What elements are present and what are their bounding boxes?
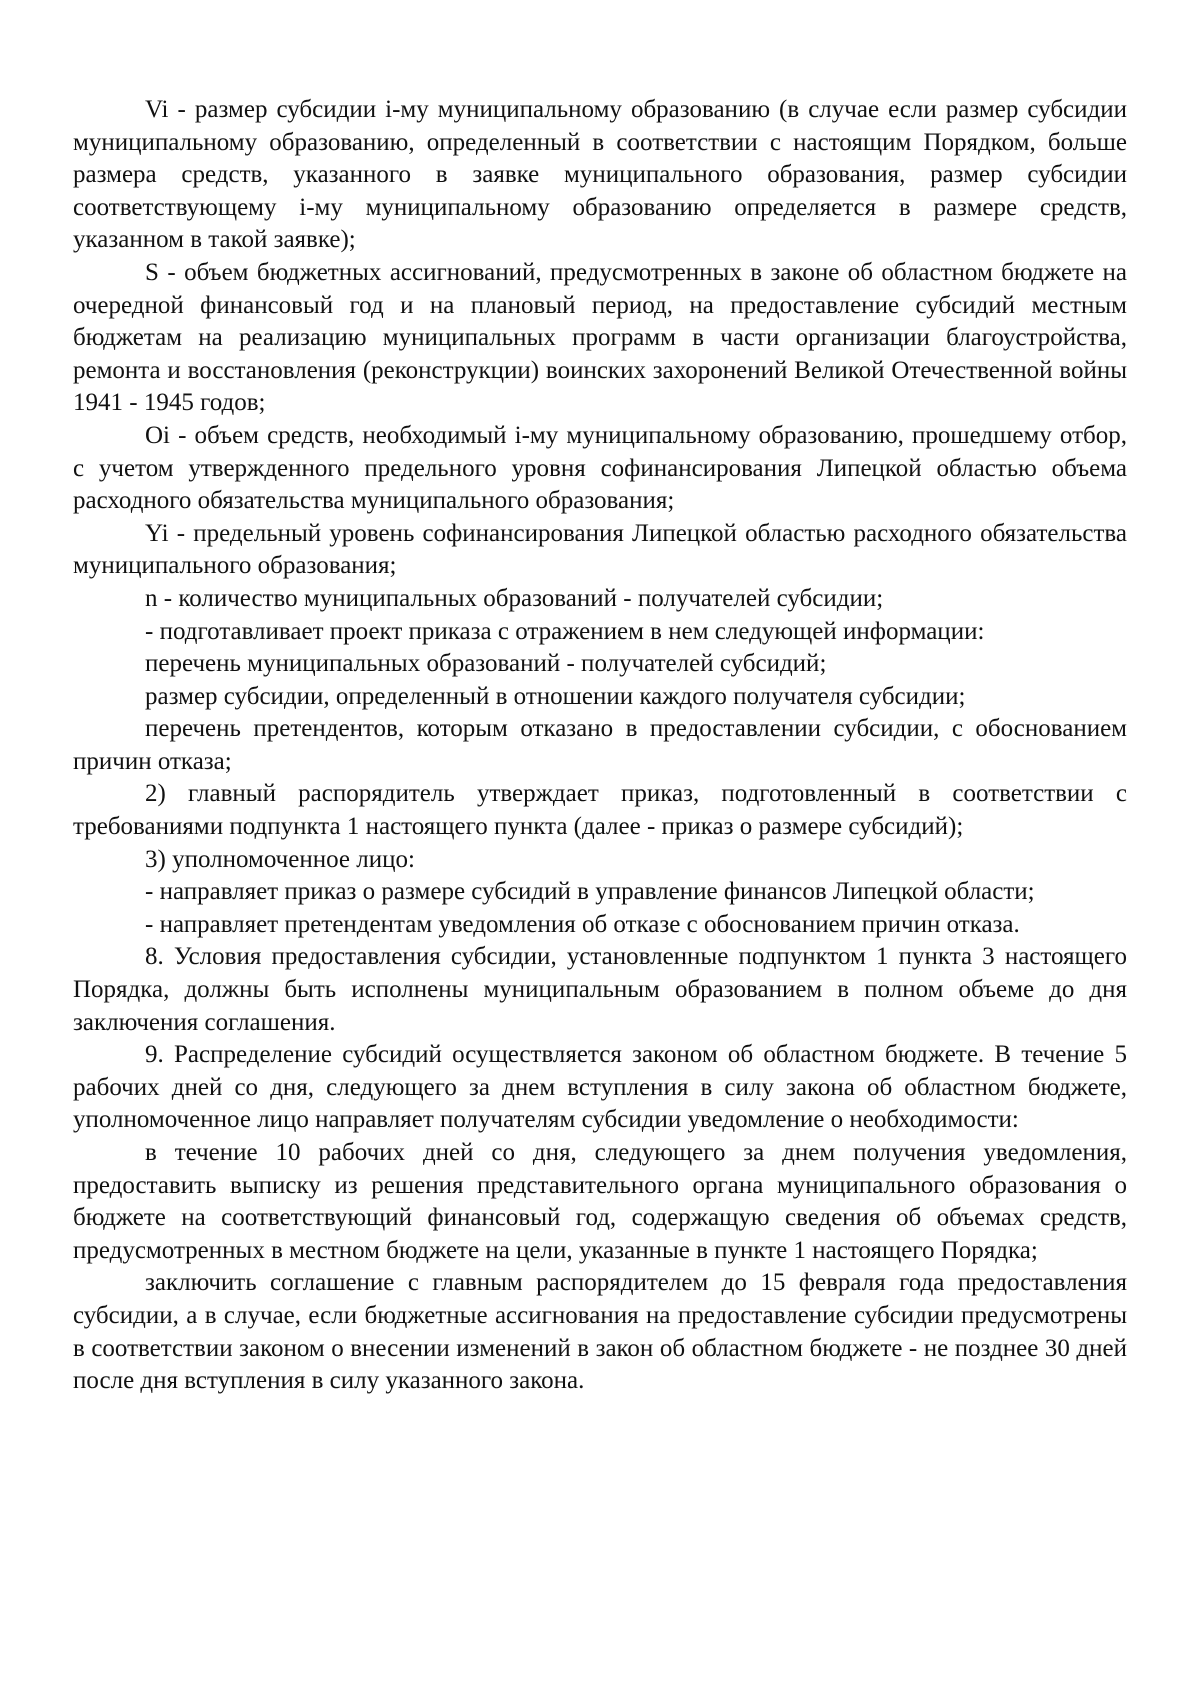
- paragraph-recipients-list: перечень муниципальных образований - получателей субсидий;: [145, 650, 827, 678]
- paragraph-send-refusals: - направляет претендентам уведомления об отказе с обоснованием причин отказа.: [145, 910, 1020, 938]
- paragraph-item-3: 3) уполномоченное лицо:: [145, 845, 415, 873]
- paragraph-section-8: 8. Условия предоставления субсидии, установленные подпунктом 1 пункта 3 настоящего Порядка, должны быть исполнены муниципальным образованием в полном объеме до дня заключения соглашения.: [73, 943, 1127, 1036]
- paragraph-provide-extract: в течение 10 рабочих дней со дня, следующего за днем получения уведомления, предоставить выписку из решения представительного органа муниципального образования о бюджете на соответствующий финансовый год, содержащую сведения об объемах средств, предусмотренных в местном бюджете на цели, указанные в пункте 1 настоящего Порядка;: [73, 1139, 1127, 1264]
- paragraph-subsidy-size: размер субсидии, определенный в отношении каждого получателя субсидии;: [145, 682, 966, 710]
- paragraph-n-definition: n - количество муниципальных образований - получателей субсидии;: [145, 584, 884, 612]
- paragraph-refused-list: перечень претендентов, которым отказано в предоставлении субсидии, с обоснованием причин отказа;: [73, 715, 1127, 775]
- paragraph-section-9: 9. Распределение субсидий осуществляется законом об областном бюджете. В течение 5 рабочих дней со дня, следующего за днем вступления в силу закона об областном бюджете, уполномоченное лицо направляет получателям субсидии уведомление о необходимости:: [73, 1041, 1127, 1134]
- paragraph-oi-definition: Oi - объем средств, необходимый i-му муниципальному образованию, прошедшему отбор, с учетом утвержденного предельного уровня софинансирования Липецкой областью объема расходного обязательства муниципального образования;: [73, 421, 1127, 515]
- paragraph-yi-definition: Yi - предельный уровень софинансирования Липецкой областью расходного обязательства муниципального образования;: [73, 519, 1127, 580]
- paragraph-prepare-order: - подготавливает проект приказа с отражением в нем следующей информации:: [145, 617, 985, 645]
- paragraph-s-definition: S - объем бюджетных ассигнований, предусмотренных в законе об областном бюджете на очередной финансовый год и на плановый период, на предоставление субсидий местным бюджетам на реализацию муниципальных программ в части организации благоустройства, ремонта и восстановления (реконструкции) воинских захоронений Великой Отечественной войны 1941 - 1945 годов;: [73, 258, 1127, 417]
- document-body: [73, 94, 1127, 1398]
- paragraph-conclude-agreement: заключить соглашение с главным распорядителем до 15 февраля года предоставления субсидии, а в случае, если бюджетные ассигнования на предоставление субсидии предусмотрены в соответствии законом о внесении изменений в закон об областном бюджете - не позднее 30 дней после дня вступления в силу указанного закона.: [73, 1269, 1127, 1395]
- paragraph-send-order: - направляет приказ о размере субсидий в управление финансов Липецкой области;: [145, 878, 1035, 906]
- paragraph-item-2: 2) главный распорядитель утверждает приказ, подготовленный в соответствии с требованиями подпункта 1 настоящего пункта (далее - приказ о размере субсидий);: [73, 780, 1127, 841]
- paragraph-vi-definition: Vi - размер субсидии i-му муниципальному образованию (в случае если размер субсидии муниципальному образованию, определенный в соответствии с настоящим Порядком, больше размера средств, указанного в заявке муниципального образования, размер субсидии соответствующему i-му муниципальному образованию определяется в размере средств, указанном в такой заявке);: [73, 96, 1127, 254]
